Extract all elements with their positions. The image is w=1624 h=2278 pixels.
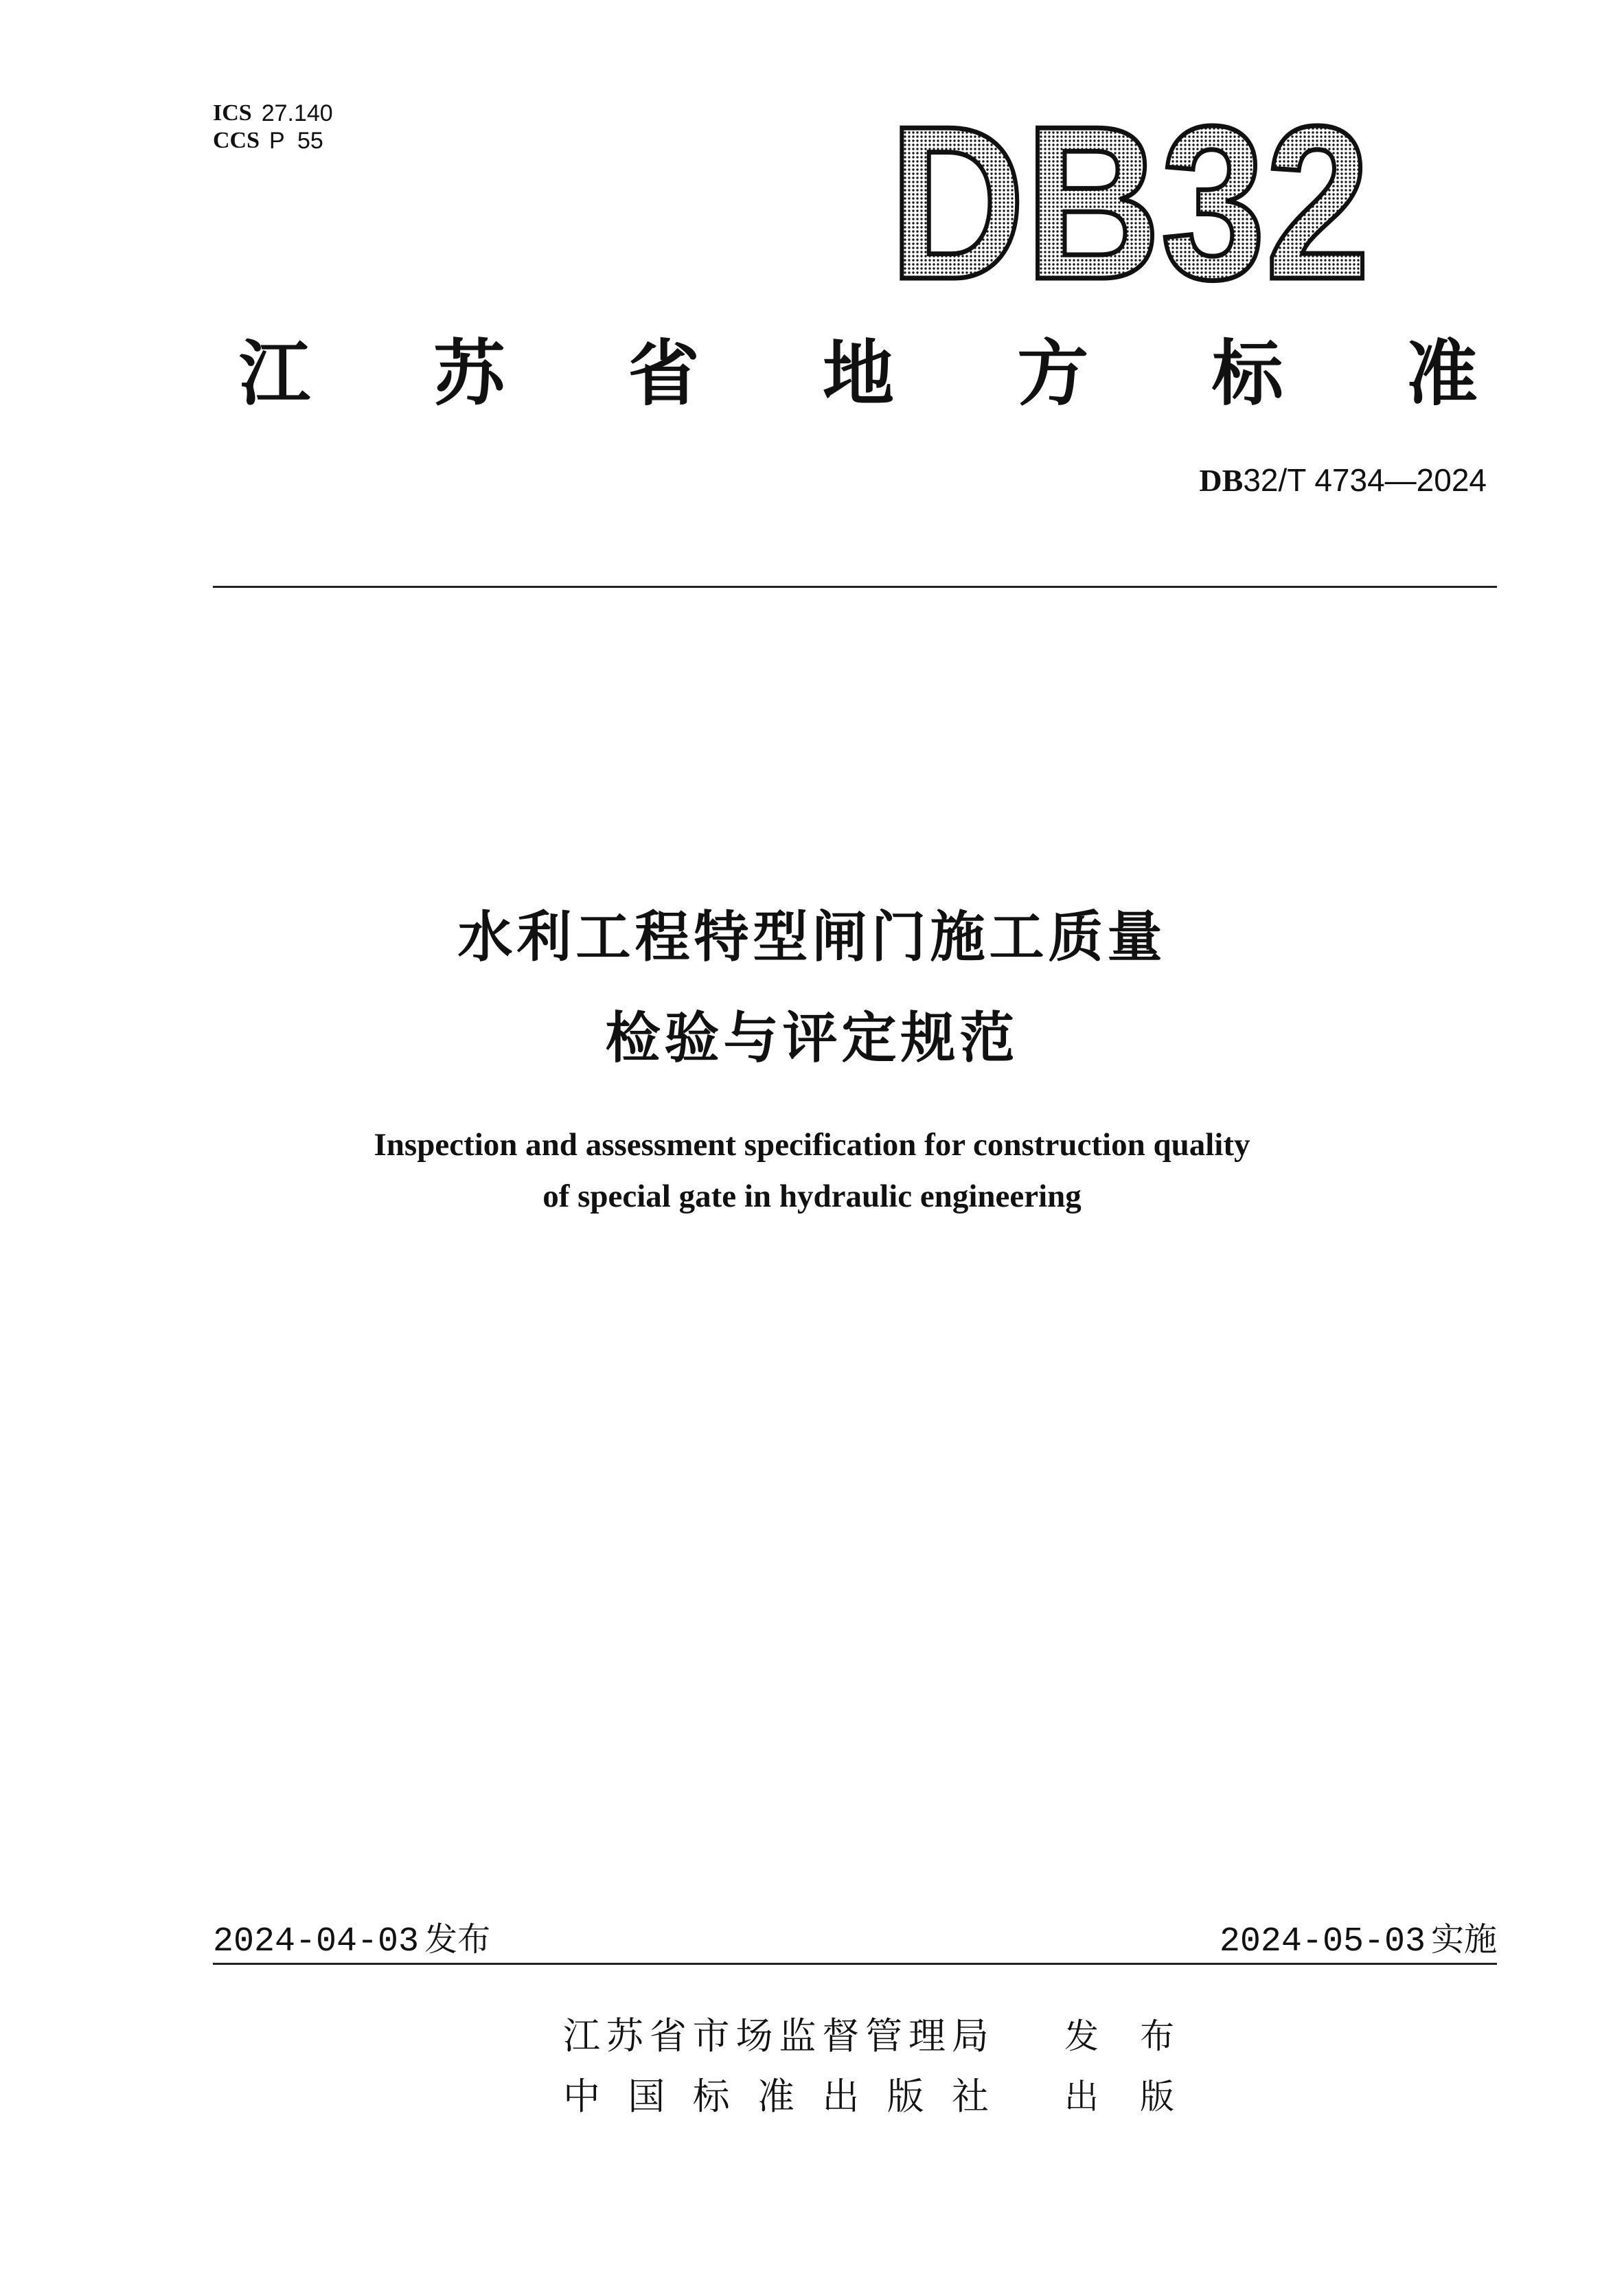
issuer-char: 场 [735,2014,773,2058]
standard-type-char: 标 [1211,332,1283,415]
ccs-label: CCS [213,128,260,153]
press-char: 社 [951,2075,989,2118]
press-action-char: 出 [1064,2076,1099,2117]
standard-number-code: 32/T 4734—2024 [1243,462,1487,498]
ccs-value: P 55 [269,128,323,154]
issuer-char: 省 [649,2014,687,2058]
title-cn-line1: 水利工程特型闸门施工质量 [457,905,1167,969]
db32-logo-text: DB32 [889,81,1370,325]
publisher-row-issuer [563,2007,1174,2060]
issuer-char: 苏 [606,2014,643,2058]
issuer-char: 监 [779,2014,816,2058]
title-cn-line2: 检验与评定规范 [605,1006,1019,1070]
ccs-code [213,127,333,155]
effective-date [1220,1913,1497,1961]
standard-type-char: 苏 [433,332,505,415]
press-char: 国 [628,2075,665,2118]
press-char: 准 [757,2075,794,2118]
title-en-line1: Inspection and assessment specification for construction quality [374,1127,1250,1163]
bottom-divider [213,1963,1497,1965]
issue-date-value: 2024-04-03 [213,1922,420,1961]
ics-value: 27.140 [261,100,333,126]
standard-type-char: 江 [238,332,310,415]
issuer-char: 理 [908,2014,946,2058]
issuer-action-char: 布 [1140,2016,1174,2056]
press-action [1064,2069,1174,2119]
publisher-row-press [563,2067,1174,2120]
classification-codes [213,100,333,155]
standard-type-char: 准 [1406,332,1478,415]
title-en-line2: of special gate in hydraulic engineering [542,1178,1082,1214]
press-name [563,2067,989,2120]
effective-date-value: 2024-05-03 [1219,1922,1426,1961]
top-divider [213,586,1497,588]
issue-date-label: 发布 [424,1920,491,1959]
ics-label: ICS [213,100,252,126]
standard-type-char: 省 [628,332,700,415]
issuer-char: 督 [822,2014,860,2058]
db32-logo [882,81,1377,325]
effective-date-label: 实施 [1430,1920,1497,1959]
standard-type-char: 方 [1017,332,1089,415]
issuer-action [1064,2009,1174,2058]
issuer-char: 江 [563,2014,600,2058]
issue-date [213,1913,490,1961]
press-char: 标 [692,2075,730,2118]
press-char: 版 [887,2075,924,2118]
issuer-char: 局 [951,2014,989,2058]
standard-type-heading [233,326,1483,415]
db32-logo-graphic [882,81,1377,325]
standard-type-char: 地 [822,332,894,415]
press-char: 中 [563,2075,600,2118]
standard-number-prefix: DB [1199,463,1244,498]
ics-code [213,100,333,127]
press-action-char: 版 [1140,2076,1174,2117]
standard-number [1199,462,1487,499]
issuer-action-char: 发 [1064,2016,1099,2056]
issuer-name [563,2007,989,2060]
press-char: 出 [822,2075,860,2118]
issuer-char: 管 [865,2014,903,2058]
issuer-char: 市 [692,2014,730,2058]
